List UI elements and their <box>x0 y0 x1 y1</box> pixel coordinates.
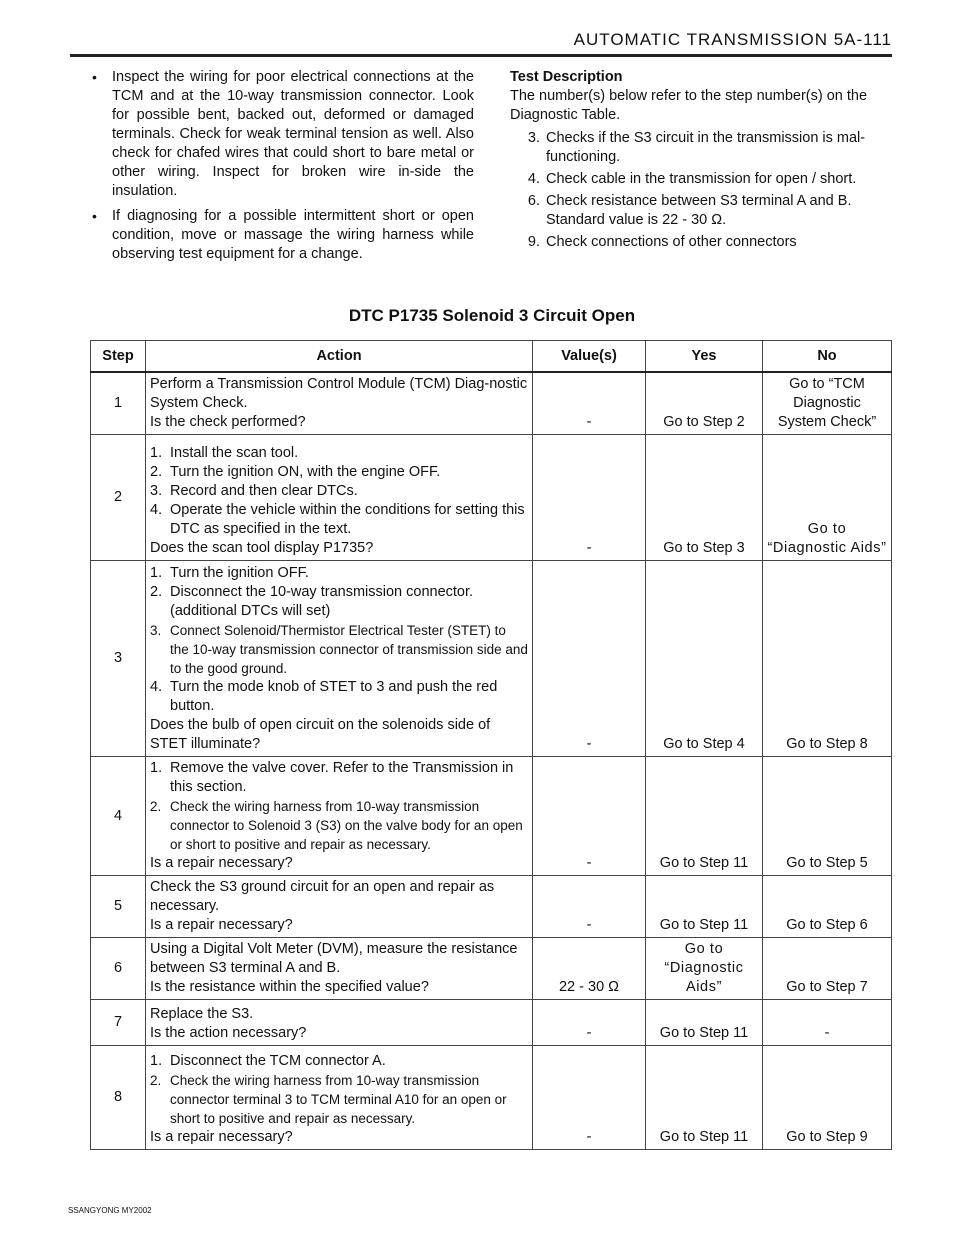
step-number: 4 <box>91 757 146 876</box>
action-step <box>150 463 528 482</box>
action-step-number: 2. <box>150 584 163 600</box>
page-header: AUTOMATIC TRANSMISSION 5A-111 <box>573 30 892 49</box>
yes-cell: Go to “Diagnostic Aids” <box>646 938 763 1000</box>
action-step <box>150 621 528 678</box>
action-step-text: Operate the vehicle within the conditions for setting this DTC as specified in the text. <box>170 502 525 537</box>
action-question: Does the bulb of open circuit on the solenoids side of STET illuminate? <box>150 717 491 752</box>
action-cell <box>146 372 533 435</box>
action-question: Is a repair necessary? <box>150 917 293 933</box>
table-row <box>91 938 892 1000</box>
action-step-number: 4. <box>150 679 163 695</box>
no-cell: - <box>763 1000 892 1046</box>
action-cell <box>146 435 533 561</box>
action-step-text: Turn the ignition OFF. <box>170 565 309 581</box>
value-cell: - <box>533 757 646 876</box>
table-row <box>91 1046 892 1150</box>
action-text: Check the S3 ground circuit for an open and repair as necessary. <box>150 879 495 914</box>
header-values: Value(s) <box>533 341 646 373</box>
value-cell: 22 - 30 Ω <box>533 938 646 1000</box>
test-description-item-text: Check connections of other connectors <box>546 234 797 250</box>
action-step-number: 2. <box>150 464 163 480</box>
no-cell: Go to Step 6 <box>763 876 892 938</box>
action-step <box>150 797 528 854</box>
action-step <box>150 564 528 583</box>
action-question: Is a repair necessary? <box>150 1129 293 1145</box>
bullet-dot-icon: • <box>92 69 97 85</box>
value-cell: - <box>533 435 646 561</box>
table-row <box>91 757 892 876</box>
action-step-number: 3. <box>150 623 162 638</box>
action-cell <box>146 1000 533 1046</box>
action-step <box>150 1052 528 1071</box>
step-number: 7 <box>91 1000 146 1046</box>
action-question: Does the scan tool display P1735? <box>150 540 374 556</box>
test-description-steps <box>510 129 894 252</box>
action-text: Replace the S3. <box>150 1006 254 1022</box>
yes-cell: Go to Step 11 <box>646 876 763 938</box>
test-description-item-text: Checks if the S3 circuit in the transmission is mal-functioning. <box>546 130 866 165</box>
test-description-item-text: Check resistance between S3 terminal A and B. Standard value is 22 - 30 Ω. <box>546 193 852 228</box>
step-number: 1 <box>91 372 146 435</box>
action-step-number: 1. <box>150 445 163 461</box>
left-column <box>92 68 474 270</box>
action-step-number: 2. <box>150 1073 162 1088</box>
value-cell: - <box>533 372 646 435</box>
step-number: 6 <box>91 938 146 1000</box>
bullet-item <box>92 207 474 264</box>
no-cell: Go to Step 5 <box>763 757 892 876</box>
header-step: Step <box>91 341 146 373</box>
table-row <box>91 1000 892 1046</box>
action-step-number: 1. <box>150 1053 163 1069</box>
action-step-text: Record and then clear DTCs. <box>170 483 358 499</box>
action-question: Is the resistance within the specified value? <box>150 979 429 995</box>
no-cell: Go to “Diagnostic Aids” <box>763 435 892 561</box>
bullet-text: Inspect the wiring for poor electrical connections at the TCM and at the 10-way transmission connector. Look for possible bent, backed out, deformed or damaged terminals. Check for weak terminal tension as well. Also check for chafed wires that could short to bare metal or other wiring. Inspect for broken wire in-side the insulation. <box>112 69 474 199</box>
test-description-item <box>510 233 894 252</box>
table-header-row <box>91 341 892 373</box>
yes-cell: Go to Step 11 <box>646 1000 763 1046</box>
action-step <box>150 444 528 463</box>
bullet-dot-icon: • <box>92 208 97 224</box>
header-action: Action <box>146 341 533 373</box>
test-description-item-number: 6. <box>527 193 540 209</box>
step-number: 3 <box>91 561 146 757</box>
action-step-number: 4. <box>150 502 163 518</box>
step-number: 5 <box>91 876 146 938</box>
table-row <box>91 876 892 938</box>
test-description-item-text: Check cable in the transmission for open / short. <box>546 171 857 187</box>
action-cell <box>146 938 533 1000</box>
action-step-text: Connect Solenoid/Thermistor Electrical Tester (STET) to the 10-way transmission connector of transmission side and to the good ground. <box>170 623 528 676</box>
value-cell: - <box>533 876 646 938</box>
step-number: 2 <box>91 435 146 561</box>
action-step-text: Disconnect the TCM connector A. <box>170 1053 386 1069</box>
yes-cell: Go to Step 11 <box>646 757 763 876</box>
no-cell: Go to Step 9 <box>763 1046 892 1150</box>
action-step-number: 3. <box>150 483 163 499</box>
test-description-intro: The number(s) below refer to the step number(s) on the Diagnostic Table. <box>510 88 868 123</box>
no-cell: Go to “TCM Diagnostic System Check” <box>763 372 892 435</box>
action-step <box>150 1071 528 1128</box>
action-cell <box>146 757 533 876</box>
action-cell <box>146 876 533 938</box>
action-text: Using a Digital Volt Meter (DVM), measure the resistance between S3 terminal A and B. <box>150 941 518 976</box>
action-step-text: Remove the valve cover. Refer to the Transmission in this section. <box>170 760 514 795</box>
action-text: Perform a Transmission Control Module (TCM) Diag-nostic System Check. <box>150 376 528 411</box>
action-question: Is the check performed? <box>150 414 306 430</box>
table-row <box>91 435 892 561</box>
action-step <box>150 678 528 716</box>
diagnostic-table <box>90 340 892 1150</box>
action-question: Is a repair necessary? <box>150 855 293 871</box>
bullet-text: If diagnosing for a possible intermittent short or open condition, move or massage the wiring harness while observing test equipment for a change. <box>112 208 474 262</box>
action-step-text: Check the wiring harness from 10-way transmission connector to Solenoid 3 (S3) on the valve body for an open or short to positive and repair as necessary. <box>170 799 523 852</box>
step-number: 8 <box>91 1046 146 1150</box>
header-yes: Yes <box>646 341 763 373</box>
action-step-text: Turn the mode knob of STET to 3 and push the red button. <box>170 679 498 714</box>
bullet-item <box>92 68 474 201</box>
action-step <box>150 482 528 501</box>
no-cell: Go to Step 8 <box>763 561 892 757</box>
test-description-item-number: 3. <box>527 130 540 146</box>
yes-cell: Go to Step 2 <box>646 372 763 435</box>
test-description-item-number: 4. <box>527 171 540 187</box>
action-cell <box>146 561 533 757</box>
action-step-number: 2. <box>150 799 162 814</box>
test-description <box>510 68 894 255</box>
header-no: No <box>763 341 892 373</box>
action-step-number: 1. <box>150 565 163 581</box>
no-cell: Go to Step 7 <box>763 938 892 1000</box>
test-description-title: Test Description <box>510 69 623 85</box>
test-description-item <box>510 192 894 230</box>
action-cell <box>146 1046 533 1150</box>
table-row <box>91 372 892 435</box>
action-step-text: Turn the ignition ON, with the engine OFF. <box>170 464 441 480</box>
value-cell: - <box>533 561 646 757</box>
test-description-item-number: 9. <box>527 234 540 250</box>
yes-cell: Go to Step 11 <box>646 1046 763 1150</box>
action-step-text: Install the scan tool. <box>170 445 299 461</box>
test-description-item <box>510 170 894 189</box>
action-step <box>150 501 528 539</box>
yes-cell: Go to Step 4 <box>646 561 763 757</box>
value-cell: - <box>533 1000 646 1046</box>
action-step <box>150 759 528 797</box>
table-row <box>91 561 892 757</box>
test-description-item <box>510 129 894 167</box>
action-step-number: 1. <box>150 760 163 776</box>
header-rule <box>70 54 892 57</box>
table-title: DTC P1735 Solenoid 3 Circuit Open <box>348 306 636 325</box>
action-step-text: Check the wiring harness from 10-way transmission connector terminal 3 to TCM terminal A10 for an open or short to positive and repair as necessary. <box>170 1073 507 1126</box>
footer: SSANGYONG MY2002 <box>68 1206 152 1215</box>
action-step-text: Disconnect the 10-way transmission connector. (additional DTCs will set) <box>170 584 474 619</box>
value-cell: - <box>533 1046 646 1150</box>
action-step <box>150 583 528 621</box>
action-question: Is the action necessary? <box>150 1025 307 1041</box>
yes-cell: Go to Step 3 <box>646 435 763 561</box>
